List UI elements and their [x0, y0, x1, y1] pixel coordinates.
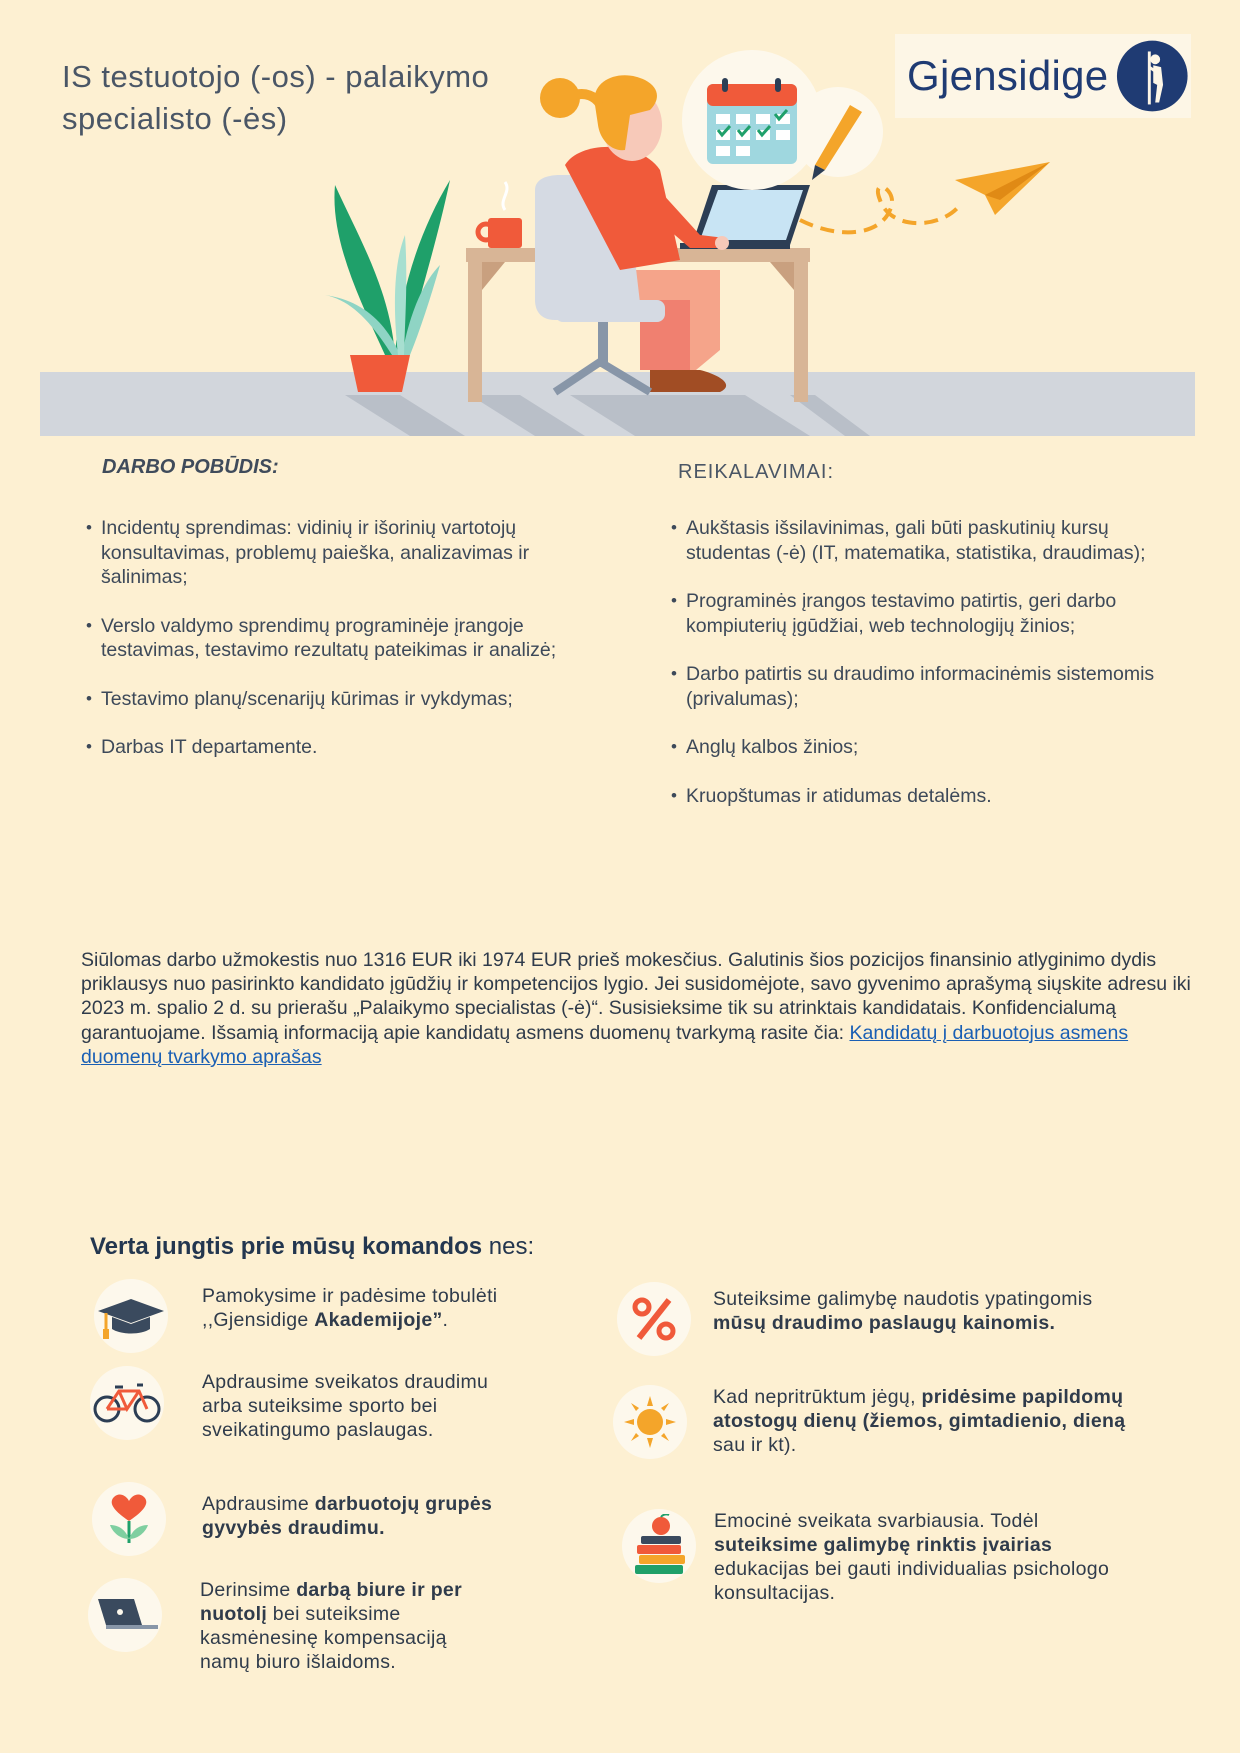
gjensidige-logo: [895, 34, 1191, 118]
graduation-cap-icon: [94, 1279, 168, 1353]
books-apple-icon: [622, 1509, 696, 1583]
logo-emblem-icon: [1114, 37, 1191, 115]
benefit-academy-text: Pamokysime ir padėsime tobulėti ,,Gjensidige Akademijoje”.: [202, 1285, 498, 1331]
bicycle-icon: [90, 1366, 164, 1440]
join-heading: Verta jungtis prie mūsų komandos nes:: [90, 1233, 535, 1260]
heart-plant-icon: [92, 1482, 166, 1556]
list-item: • Darbas IT departamente.: [88, 735, 608, 760]
salary-paragraph: [81, 948, 1211, 1069]
benefit-discount-text: Suteiksime galimybę naudotis ypatingomis mūsų draudimo paslaugų kainomis.: [713, 1288, 1093, 1334]
sun-icon: [613, 1385, 687, 1459]
benefit-vacation-text: Kad nepritrūktum jėgų, pridėsime papildomų atostogų dienų (žiemos, gimtadienio, dieną sau ir kt).: [713, 1386, 1126, 1456]
work-nature-list: [88, 516, 608, 760]
list-item: • Kruopštumas ir atidumas detalėms.: [673, 784, 1193, 809]
data-processing-link[interactable]: Kandidatų į darbuotojus asmens duomenų tvarkymo aprašas: [81, 1021, 1129, 1068]
requirements-heading: REIKALAVIMAI:: [678, 461, 835, 483]
benefit-health-text: Apdrausime sveikatos draudimu arba suteiksime sporto bei sveikatingumo paslaugas.: [202, 1371, 489, 1441]
benefit-wellbeing-text: Emocinė sveikata svarbiausia. Todėl suteiksime galimybę rinktis įvairias edukacijas bei gauti individualias psichologo konsultacijas.: [714, 1510, 1110, 1604]
list-item: • Verslo valdymo sprendimų programinėje įrangoje testavimas, testavimo rezultatų pateikimas ir analizė;: [88, 614, 608, 663]
salary-text: Siūlomas darbo užmokestis nuo 1316 EUR iki 1974 EUR prieš mokesčius. Galutinis šios pozicijos finansinio atlyginimo dydis priklausys nuo pasirinkto kandidato įgūdžių ir kompetencijos lygio. Jei susidomėjote, savo gyvenimo aprašymą siųskite adresu iki 2023 m. spalio 2 d. su prierašu „Palaikymo specialistas (-ė)“. Susisieksime tik su atrinktais kandidatais. Konfidencialumą garantuojame. Išsamią informaciją apie kandidatų asmens duomenų tvarkymą rasite čia:: [81, 949, 1191, 1044]
list-item: • Programinės įrangos testavimo patirtis, geri darbo kompiuterių įgūdžiai, web technologijų žinios;: [673, 589, 1193, 638]
logo-wordmark: Gjensidige: [907, 52, 1109, 99]
laptop-icon: [88, 1578, 162, 1652]
list-item: • Testavimo planų/scenarijų kūrimas ir vykdymas;: [88, 687, 608, 712]
work-nature-heading: DARBO POBŪDIS:: [102, 456, 279, 478]
list-item: • Aukštasis išsilavinimas, gali būti paskutinių kursų studentas (-ė) (IT, matematika, statistika, draudimas);: [673, 516, 1193, 565]
benefit-life-text: Apdrausime darbuotojų grupės gyvybės draudimu.: [202, 1493, 493, 1539]
percent-icon: [617, 1282, 691, 1356]
requirements-list: [673, 516, 1193, 832]
job-title: IS testuotojo (-os) - palaikymo specialisto (-ės): [62, 59, 490, 136]
list-item: • Darbo patirtis su draudimo informacinėmis sistemomis (privalumas);: [673, 662, 1193, 711]
list-item: • Anglų kalbos žinios;: [673, 735, 1193, 760]
benefit-remote-text: Derinsime darbą biure ir per nuotolį bei suteiksime kasmėnesinę kompensaciją namų biuro išlaidoms.: [200, 1579, 462, 1673]
list-item: • Incidentų sprendimas: vidinių ir išorinių vartotojų konsultavimas, problemų paieška, analizavimas ir šalinimas;: [88, 516, 608, 590]
